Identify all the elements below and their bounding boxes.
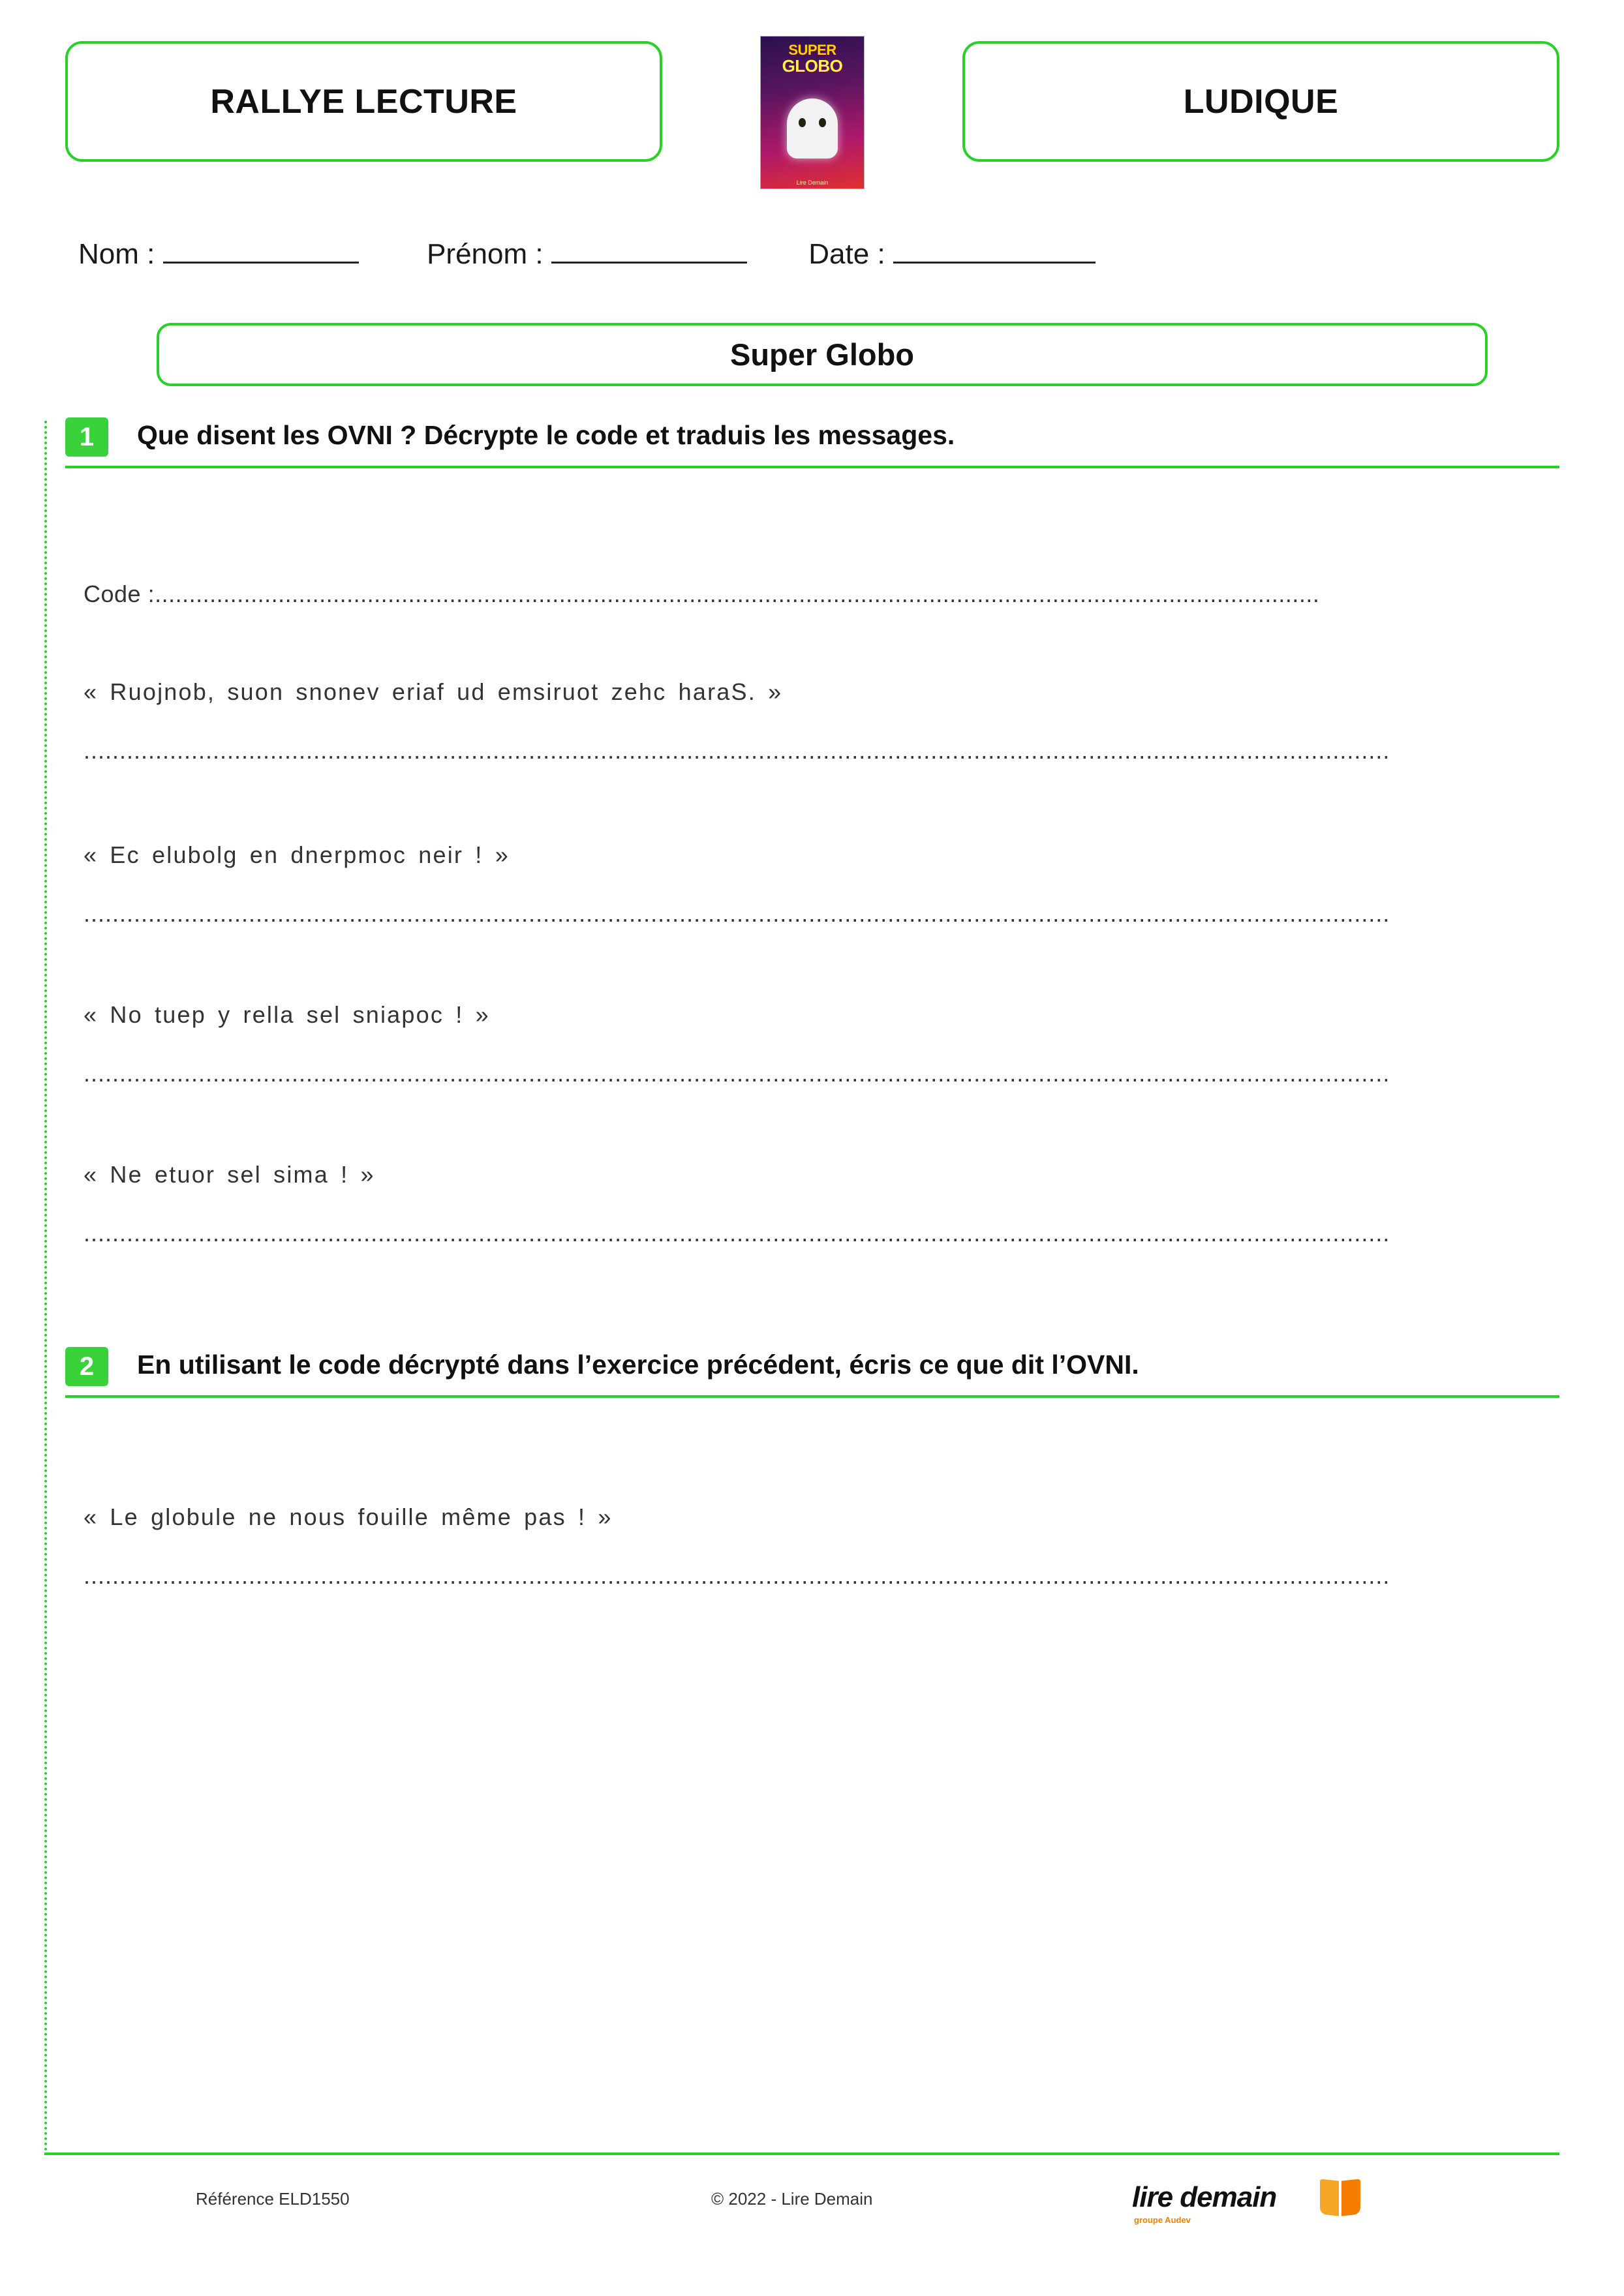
- cover-footer-text: Lire Demain: [796, 179, 829, 186]
- prenom-input[interactable]: [551, 242, 747, 264]
- header: [65, 36, 1559, 189]
- cover-title: [761, 43, 864, 74]
- exercise-1-divider: [65, 466, 1559, 468]
- answer-line-5[interactable]: ......................................................................................................................................................................................: [84, 1562, 1390, 1589]
- code-dots: ..........................................................................................................................................................................: [155, 581, 1320, 607]
- cover-title-line1: SUPER: [788, 42, 836, 58]
- coded-message-3: « No tuep y rella sel sniapoc ! »: [84, 1001, 490, 1028]
- nom-label: Nom :: [78, 238, 155, 270]
- exercise-2-divider: [65, 1395, 1559, 1398]
- footer-divider: [44, 2152, 1559, 2155]
- logo-subtext: groupe Audev: [1134, 2215, 1191, 2225]
- footer-copyright: © 2022 - Lire Demain: [711, 2189, 873, 2209]
- logo-text: lire demain: [1132, 2181, 1277, 2213]
- answer-line-3[interactable]: ......................................................................................................................................................................................: [84, 1060, 1390, 1087]
- coded-message-2: « Ec elubolg en dnerpmoc neir ! »: [84, 841, 510, 868]
- answer-line-1[interactable]: ......................................................................................................................................................................................: [84, 737, 1390, 764]
- footer-reference: Référence ELD1550: [196, 2189, 350, 2209]
- footer: [0, 2172, 1624, 2250]
- exercise-1-instruction: Que disent les OVNI ? Décrypte le code et traduis les messages.: [137, 420, 955, 450]
- open-book-icon: [1320, 2180, 1360, 2215]
- exercise-1-header: [65, 417, 1559, 474]
- coded-message-4: « Ne etuor sel sima ! »: [84, 1161, 375, 1188]
- rallye-lecture-label: RALLYE LECTURE: [210, 82, 517, 121]
- answer-line-4[interactable]: ......................................................................................................................................................................................: [84, 1220, 1390, 1246]
- coded-message-5: « Le globule ne nous fouille même pas ! »: [84, 1503, 613, 1530]
- header-right-box: [962, 41, 1559, 162]
- coded-message-1: « Ruojnob, suon snonev eriaf ud emsiruot zehc haraS. »: [84, 678, 783, 705]
- exercise-1: [65, 417, 1559, 1246]
- exercise-2-header: [65, 1347, 1559, 1403]
- book-cover-image: [760, 36, 865, 189]
- ludique-label: LUDIQUE: [1183, 82, 1339, 121]
- header-left-box: [65, 41, 662, 162]
- left-dotted-border: [44, 421, 47, 2152]
- book-title-box: [157, 323, 1488, 386]
- code-label: Code :: [84, 581, 155, 607]
- lire-demain-logo: [1132, 2175, 1367, 2227]
- exercise-2: [65, 1347, 1559, 1589]
- code-field-line[interactable]: [84, 581, 1561, 608]
- exercise-2-number: 2: [65, 1347, 108, 1386]
- ghost-illustration: [787, 98, 838, 159]
- answer-line-2[interactable]: ......................................................................................................................................................................................: [84, 900, 1390, 927]
- date-label: Date :: [808, 238, 885, 270]
- date-input[interactable]: [893, 242, 1095, 264]
- identity-line: [78, 238, 1553, 271]
- book-title: Super Globo: [730, 337, 914, 372]
- exercise-2-instruction: En utilisant le code décrypté dans l’exercice précédent, écris ce que dit l’OVNI.: [137, 1350, 1139, 1380]
- exercise-1-number: 1: [65, 417, 108, 457]
- prenom-label: Prénom :: [427, 238, 544, 270]
- cover-title-line2: GLOBO: [782, 56, 843, 76]
- nom-input[interactable]: [163, 242, 359, 264]
